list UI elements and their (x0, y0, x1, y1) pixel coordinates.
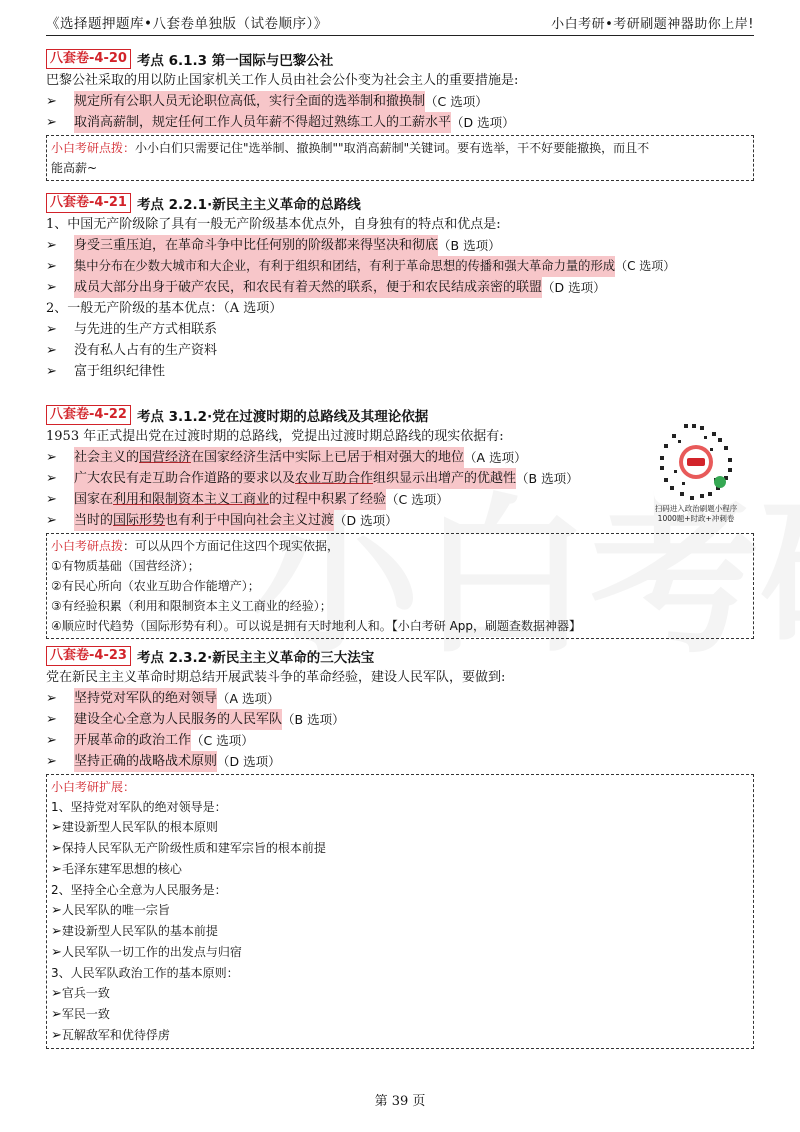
page-header (46, 14, 754, 36)
arrow-bullet-icon: ➢ (46, 343, 57, 358)
bullet-item (46, 340, 754, 361)
extension-item (51, 859, 749, 880)
page-number: 第 39 页 (374, 1094, 426, 1109)
option-label: （A 选项） (217, 691, 280, 706)
arrow-bullet-icon: ➢ (51, 1028, 62, 1043)
intro-text: 巴黎公社采取的用以防止国家机关工作人员由社会公仆变为社会主人的重要措施是: (46, 73, 519, 88)
highlighted-text: 坚持党对军队的绝对领导 (74, 688, 217, 709)
arrow-bullet-icon: ➢ (46, 712, 57, 727)
bullet-item (46, 751, 754, 772)
highlighted-text: 集中分布在少数大城市和大企业，有利于组织和团结，有利于革命思想的传播和强大革命力量的形成 (74, 256, 615, 277)
option-label: （B 选项） (516, 471, 579, 486)
highlighted-text: 坚持正确的战略战术原则 (74, 751, 217, 772)
highlighted-text: 在国家经济生活中实际上已居于相对强大的地位 (191, 450, 465, 465)
tip-label: 小白考研点拨 (51, 539, 124, 553)
tip-text: ④顺应时代趋势（国际形势有利）。可以说是拥有天时地利人和。【小白考研 App，刷题查数据神器】 (51, 619, 582, 633)
highlighted-text: 当时的 (74, 513, 114, 528)
arrow-bullet-icon: ➢ (46, 115, 57, 130)
option-label: （C 选项） (615, 259, 676, 273)
section-tag: 八套卷-4-21 (46, 193, 131, 213)
tip-label: 小白考研点拨： (51, 141, 136, 155)
intro-text: 党在新民主主义革命时期总结开展武装斗争的革命经验，建设人民军队，要做到: (46, 670, 506, 685)
extension-item (51, 942, 749, 963)
tip-text: ①有物质基础（国营经济）； (51, 559, 200, 573)
arrow-bullet-icon: ➢ (46, 492, 57, 507)
extension-item (51, 838, 749, 859)
highlighted-text: 社会主义的 (74, 450, 140, 465)
tip-box (46, 533, 754, 639)
bullet-text: 没有私人占有的生产资料 (74, 343, 218, 358)
arrow-bullet-icon: ➢ (46, 94, 57, 109)
extension-item (51, 817, 749, 838)
arrow-bullet-icon: ➢ (46, 733, 57, 748)
arrow-bullet-icon: ➢ (51, 986, 62, 1001)
tip-text: 能高薪~ (51, 161, 98, 175)
option-label: （B 选项） (282, 712, 345, 727)
option-label: （C 选项） (386, 492, 449, 507)
extension-text: 毛泽东建军思想的核心 (61, 862, 182, 876)
intro-text: 1953 年正式提出党在过渡时期的总路线，党提出过渡时期总路线的现实依据有: (46, 429, 504, 444)
header-right-slogan: 小白考研•考研刷题神器助你上岸! (551, 17, 754, 32)
arrow-bullet-icon: ➢ (51, 841, 62, 856)
intro-text: 1、中国无产阶级除了具有一般无产阶级基本优点外，自身独有的特点和优点是: (46, 217, 501, 232)
extension-text: 建设新型人民军队的基本前提 (61, 924, 218, 938)
arrow-bullet-icon: ➢ (46, 754, 57, 769)
section-4-23 (46, 645, 754, 1049)
option-label: （C 选项） (191, 733, 254, 748)
section-4-21 (46, 192, 754, 382)
arrow-bullet-icon: ➢ (46, 238, 57, 253)
arrow-bullet-icon: ➢ (46, 364, 57, 379)
arrow-bullet-icon: ➢ (51, 945, 62, 960)
bullet-item (46, 256, 754, 277)
option-label: （B 选项） (438, 238, 501, 253)
extension-text: 建设新型人民军队的根本原则 (61, 820, 218, 834)
option-label: （D 选项） (217, 754, 281, 769)
section-tag: 八套卷-4-22 (46, 405, 131, 425)
highlighted-text: 国家在 (74, 492, 114, 507)
underlined-text: 国营经济 (139, 450, 192, 465)
option-label: （D 选项） (542, 280, 606, 295)
bullet-item (46, 235, 754, 256)
section-4-20 (46, 48, 754, 181)
highlighted-text: 身受三重压迫，在革命斗争中比任何别的阶级都来得坚决和彻底 (74, 235, 438, 256)
underlined-text: 农业互助合作 (295, 471, 374, 486)
section-title: 考点 3.1.2·党在过渡时期的总路线及其理论依据 (136, 409, 429, 425)
extension-item (51, 1004, 749, 1025)
bullet-item (46, 277, 754, 298)
highlighted-text: 开展革命的政治工作 (74, 730, 191, 751)
extension-text: 人民军队一切工作的出发点与归宿 (61, 945, 242, 959)
underlined-text: 利用和限制资本主义工商业 (113, 492, 270, 507)
arrow-bullet-icon: ➢ (46, 259, 57, 274)
option-label: （A 选项） (464, 450, 527, 465)
extension-label: 小白考研扩展： (51, 780, 136, 794)
option-label: （D 选项） (451, 115, 515, 130)
bullet-text: 与先进的生产方式相联系 (74, 322, 218, 337)
highlighted-text: 取消高薪制，规定任何工作人员年薪不得超过熟练工人的工薪水平 (74, 112, 451, 133)
extension-heading: 1、坚持党对军队的绝对领导是： (51, 800, 227, 814)
tip-text: 小小白们只需要记住"选举制、撤换制""取消高薪制"关键词。要有选举，干不好要能撤换，而且不 (135, 141, 650, 155)
extension-item (51, 900, 749, 921)
extension-heading: 2、坚持全心全意为人民服务是： (51, 883, 227, 897)
header-left-title: 《选择题押题库•八套卷单独版（试卷顺序）》 (46, 16, 328, 32)
arrow-bullet-icon: ➢ (51, 820, 62, 835)
arrow-bullet-icon: ➢ (46, 471, 57, 486)
extension-text: 瓦解敌军和优待俘虏 (61, 1028, 170, 1042)
highlighted-text: 的过程中积累了经验 (269, 492, 387, 507)
tip-text: ②有民心所向（农业互助合作能增产）； (51, 579, 260, 593)
extension-item (51, 921, 749, 942)
bullet-item (46, 709, 754, 730)
arrow-bullet-icon: ➢ (46, 280, 57, 295)
section-tag: 八套卷-4-20 (46, 49, 131, 69)
arrow-bullet-icon: ➢ (46, 691, 57, 706)
bullet-item (46, 688, 754, 709)
bullet-item (46, 112, 754, 133)
section-title: 考点 2.3.2·新民主主义革命的三大法宝 (136, 650, 375, 666)
extension-heading: 3、人民军队政治工作的基本原则： (51, 966, 239, 980)
underlined-text: 国际形势 (113, 513, 166, 528)
highlighted-text: 组织显示出增产的优越性 (373, 471, 517, 486)
bullet-item (46, 91, 754, 112)
section-title: 考点 6.1.3 第一国际与巴黎公社 (136, 53, 334, 69)
bullet-item (46, 319, 754, 340)
option-label: （C 选项） (425, 94, 488, 109)
highlighted-text: 也有利于中国向社会主义过渡 (165, 513, 335, 528)
tip-text: ：可以从四个方面记住这四个现实依据， (123, 539, 340, 553)
arrow-bullet-icon: ➢ (51, 1007, 62, 1022)
bullet-item (46, 361, 754, 382)
highlighted-text: 建设全心全意为人民服务的人民军队 (74, 709, 282, 730)
bullet-item (46, 730, 754, 751)
arrow-bullet-icon: ➢ (46, 450, 57, 465)
tip-box (46, 135, 754, 181)
bullet-text: 富于组织纪律性 (74, 364, 166, 379)
intro-text: 2、一般无产阶级的基本优点：（A 选项） (46, 301, 283, 316)
highlighted-text: 规定所有公职人员无论职位高低，实行全面的选举制和撤换制 (74, 91, 425, 112)
arrow-bullet-icon: ➢ (51, 924, 62, 939)
extension-text: 保持人民军队无产阶级性质和建军宗旨的根本前提 (61, 841, 326, 855)
extension-text: 军民一致 (61, 1007, 110, 1021)
qr-caption: 扫码进入政治刷题小程序 (654, 504, 738, 513)
arrow-bullet-icon: ➢ (46, 322, 57, 337)
section-tag: 八套卷-4-23 (46, 646, 131, 666)
arrow-bullet-icon: ➢ (51, 862, 62, 877)
extension-text: 官兵一致 (61, 986, 110, 1000)
extension-item (51, 1025, 749, 1046)
arrow-bullet-icon: ➢ (51, 903, 62, 918)
section-title: 考点 2.2.1·新民主主义革命的总路线 (136, 197, 361, 213)
qr-code-icon[interactable] (654, 420, 738, 504)
highlighted-text: 成员大部分出身于破产农民，和农民有着天然的联系，便于和农民结成亲密的联盟 (74, 277, 542, 298)
extension-box (46, 774, 754, 1049)
option-label: （D 选项） (334, 513, 398, 528)
qr-caption: 1000题+时政+冲刺卷 (657, 514, 735, 523)
arrow-bullet-icon: ➢ (46, 513, 57, 528)
mini-program-qr[interactable] (648, 420, 744, 524)
tip-text: ③有经验积累（利用和限制资本主义工商业的经验）； (51, 599, 332, 613)
extension-item (51, 983, 749, 1004)
highlighted-text: 广大农民有走互助合作道路的要求以及 (74, 471, 296, 486)
extension-text: 人民军队的唯一宗旨 (61, 903, 170, 917)
